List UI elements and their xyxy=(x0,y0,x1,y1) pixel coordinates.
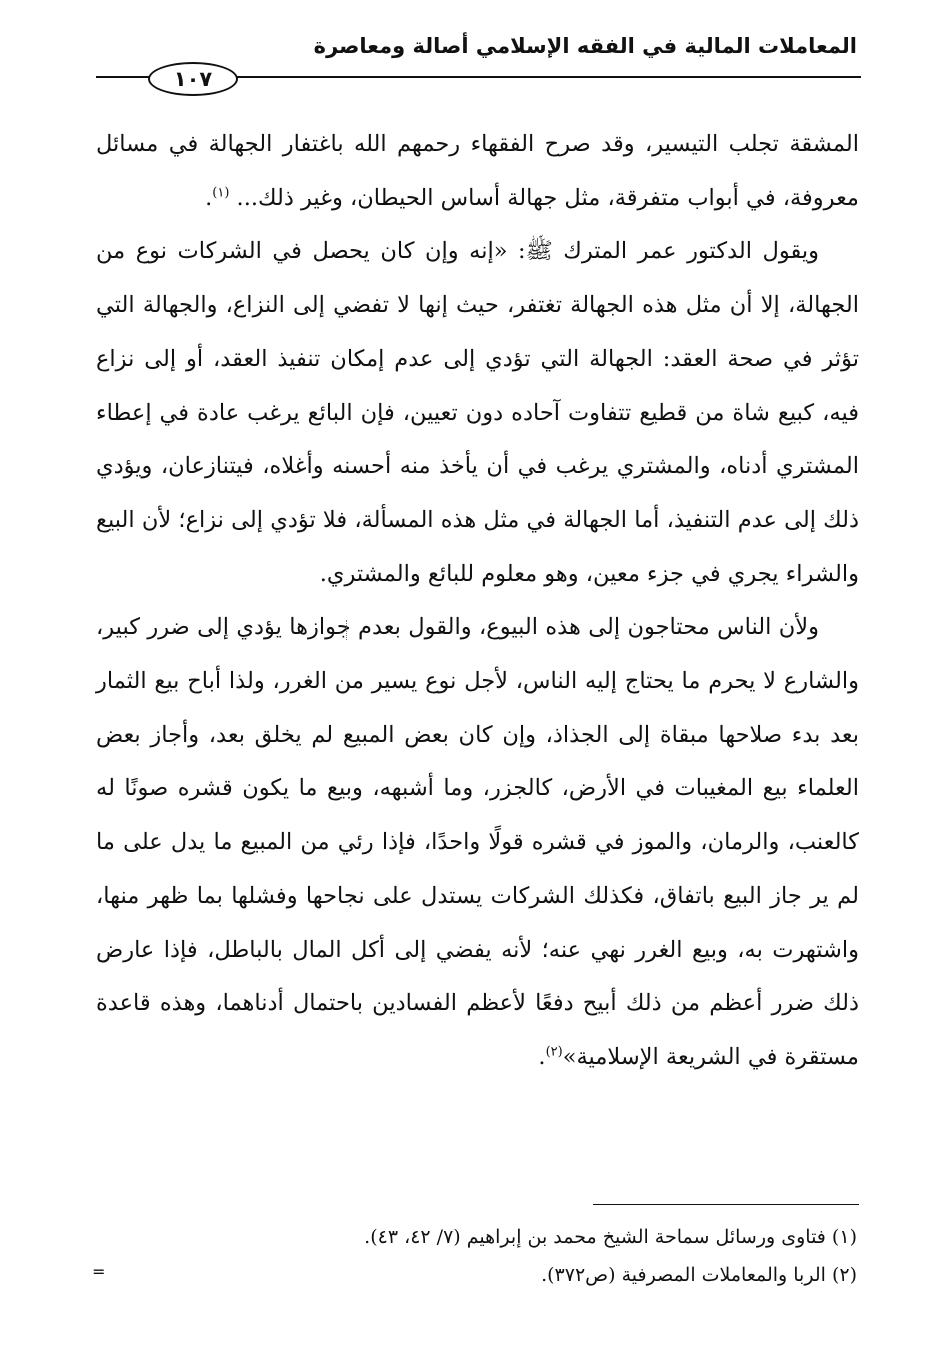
footnote-ref: (٢) xyxy=(545,1044,563,1060)
body-text xyxy=(96,118,859,1085)
paragraph-end: . xyxy=(205,184,213,211)
paragraph xyxy=(96,118,859,225)
footnote-1: (١) فتاوى ورسائل سماحة الشيخ محمد بن إبراهيم (٧/ ٤٢، ٤٣). xyxy=(364,1226,857,1248)
margin-mark: = xyxy=(92,1262,106,1281)
paragraph-text: المشقة تجلب التيسير، وقد صرح الفقهاء رحمهم الله باغتفار الجهالة في مسائل معروفة، في أبواب متفرقة، مثل جهالة أساس الحيطان، وغير ذلك... xyxy=(96,131,859,211)
paragraph-end: . xyxy=(538,1043,546,1070)
running-title: المعاملات المالية في الفقه الإسلامي أصالة ومعاصرة xyxy=(313,34,857,58)
scan-smudge xyxy=(346,620,353,640)
paragraph-text: ولأن الناس محتاجون إلى هذه البيوع، والقول بعدم جوازها يؤدي إلى ضرر كبير، والشارع لا يحرم ما يحتاج إليه الناس، لأجل نوع يسير من الغرر، ولذا أباح بيع الثمار بعد بدء صلاحها مبقاة إلى الجذاذ، وإن كان بعض المبيع لم يخلق بعد، وأجاز بعض العلماء بيع المغيبات في الأرض، كالجزر، وما أشبهه، وبيع ما يكون قشره صونًا له كالعنب، والرمان، والموز في قشره قولًا واحدًا، فإذا رئي من المبيع ما يدل على ما لم ير جاز البيع باتفاق، فكذلك الشركات يستدل على نجاحها وفشلها بما ظهر منها، واشتهرت به، وبيع الغرر نهي عنه؛ لأنه يفضي إلى أكل المال بالباطل، فإذا عارض ذلك ضرر أعظم من ذلك أبيح دفعًا لأعظم الفسادين باحتمال أدناهما، وهذه قاعدة مستقرة في الشريعة الإسلامية» xyxy=(96,614,859,1070)
footnote-ref: (١) xyxy=(212,185,230,201)
paragraph xyxy=(96,601,859,1084)
page-number: ١٠٧ xyxy=(148,62,238,96)
footnotes xyxy=(96,1218,857,1294)
paragraph: ويقول الدكتور عمر المترك ﷺ: «إنه وإن كان يحصل في الشركات نوع من الجهالة، إلا أن مثل هذه الجهالة تغتفر، حيث إنها لا تفضي إلى النزاع، والجهالة التي تؤثر في صحة العقد: الجهالة التي تؤدي إلى عدم إمكان تنفيذ العقد، أو إلى نزاع فيه، كبيع شاة من قطيع تتفاوت آحاده دون تعيين، فإن البائع يرغب عادة في إعطاء المشتري أدناه، والمشتري يرغب في أن يأخذ منه أحسنه وأغلاه، فيتنازعان، ويؤدي ذلك إلى عدم التنفيذ، أما الجهالة في مثل هذه المسألة، فلا تؤدي إلى نزاع؛ لأن البيع والشراء يجري في جزء معين، وهو معلوم للبائع والمشتري. xyxy=(96,238,859,587)
footnote-2: (٢) الربا والمعاملات المصرفية (ص٣٧٢). xyxy=(541,1264,857,1286)
footnote-rule xyxy=(593,1204,859,1205)
